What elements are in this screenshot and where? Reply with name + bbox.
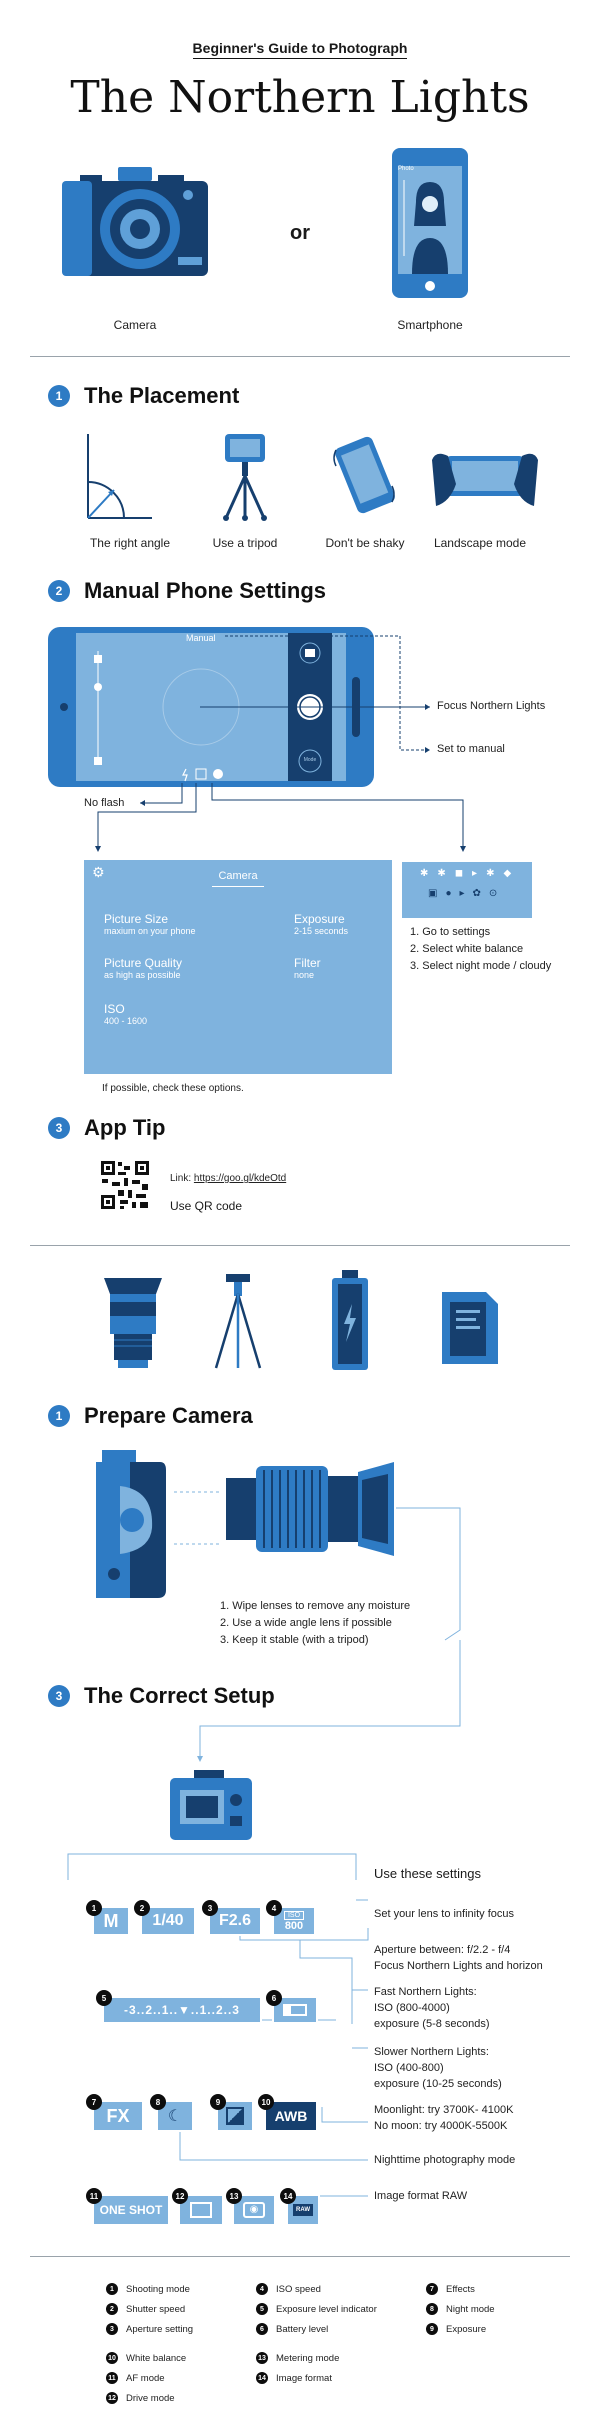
phone-header-label: Photo: [398, 166, 414, 172]
section-number: 2: [48, 580, 70, 602]
legend-label: Shutter speed: [126, 2303, 186, 2315]
smartphone-label: Smartphone: [397, 318, 463, 332]
legend-item: [106, 2323, 193, 2335]
focus-infinity-note: Set your lens to infinity focus: [374, 1908, 515, 1920]
legend-item: [106, 2352, 186, 2364]
legend-item: [256, 2352, 339, 2364]
placement-label-1: The right angle: [89, 536, 171, 550]
badge-6: 6: [266, 1990, 282, 2006]
setting-title: ISO: [104, 1002, 125, 1016]
wb-note-2: No moon: try 4000K-5500K: [374, 2120, 508, 2132]
placement-label-3: Don't be shaky: [325, 536, 405, 550]
guide-subtitle: Beginner's Guide to Photograph: [0, 40, 600, 58]
wb-icons-row-2[interactable]: ▣●▸✿⊙: [428, 888, 506, 899]
badge-4: 4: [266, 1900, 282, 1916]
badge-12: 12: [172, 2188, 188, 2204]
legend-badge: 5: [256, 2303, 268, 2315]
aperture-chip[interactable]: F2.6: [208, 1906, 262, 1936]
mode-button[interactable]: Mode: [303, 757, 317, 763]
use-settings-label: Use these settings: [374, 1866, 481, 1881]
placement-label-4: Landscape mode: [433, 536, 527, 550]
section-number: 1: [48, 1405, 70, 1427]
aperture-note-1: Aperture between: f/2.2 - f/4: [374, 1944, 511, 1956]
focus-note: Focus Northern Lights: [437, 700, 546, 712]
slow-note-1: Slower Northern Lights:: [374, 2046, 489, 2058]
wb-step-3: 3. Select night mode / cloudy: [410, 960, 552, 972]
settings-panel-title: Camera: [218, 870, 258, 882]
legend-item: [106, 2392, 175, 2404]
slow-note-2: ISO (400-800): [374, 2062, 444, 2074]
legend-badge: 1: [106, 2283, 118, 2295]
settings-footnote: If possible, check these options.: [102, 1083, 244, 1094]
slow-note-3: exposure (10-25 seconds): [374, 2078, 502, 2090]
setting-value: 400 - 1600: [104, 1016, 148, 1026]
or-label: or: [290, 222, 310, 244]
section-title: Prepare Camera: [84, 1403, 253, 1428]
metering-icon: ◉: [243, 2202, 265, 2218]
raw-note: Image format RAW: [374, 2190, 468, 2202]
badge-13: 13: [226, 2188, 242, 2204]
legend-badge: 2: [106, 2303, 118, 2315]
badge-10: 10: [258, 2094, 274, 2110]
section-title: The Correct Setup: [84, 1683, 275, 1708]
legend-label: Aperture setting: [126, 2323, 194, 2335]
aperture-note-2: Focus Northern Lights and horizon: [374, 1960, 543, 1972]
badge-9: 9: [210, 2094, 226, 2110]
legend-label: Exposure level indicator: [276, 2303, 377, 2315]
setting-value: as high as possible: [104, 970, 181, 980]
af-mode-chip[interactable]: ONE SHOT: [92, 2194, 170, 2226]
gear-icon: ⚙: [92, 864, 105, 880]
moon-icon: ☾: [167, 2108, 183, 2125]
badge-11: 11: [86, 2188, 102, 2204]
frame-icon: [190, 2202, 212, 2218]
badge-14: 14: [280, 2188, 296, 2204]
legend-label: Night mode: [446, 2303, 495, 2315]
legend-item: [426, 2303, 495, 2315]
legend-label: Drive mode: [126, 2392, 175, 2404]
legend-item: [426, 2323, 486, 2335]
legend-item: [106, 2283, 190, 2295]
legend-badge: 4: [256, 2283, 268, 2295]
fast-note-2: ISO (800-4000): [374, 2002, 450, 2014]
setting-title: Filter: [294, 956, 321, 970]
legend-badge: 13: [256, 2352, 268, 2364]
camera-label: Camera: [113, 318, 157, 332]
section-number: 1: [48, 385, 70, 407]
screen-manual-label: Manual: [186, 633, 216, 643]
section-number: 3: [48, 1685, 70, 1707]
section-title: The Placement: [84, 383, 240, 408]
section-title: App Tip: [84, 1115, 166, 1140]
legend-item: [256, 2283, 321, 2295]
legend-label: Shooting mode: [126, 2283, 190, 2295]
section-number: 3: [48, 1117, 70, 1139]
wb-note-1: Moonlight: try 3700K- 4100K: [374, 2104, 514, 2116]
setting-title: Exposure: [294, 912, 345, 926]
prepare-step-2: 2. Use a wide angle lens if possible: [220, 1617, 392, 1629]
legend-badge: 3: [106, 2323, 118, 2335]
divider: [30, 2256, 570, 2257]
iso-top-label: ISO: [284, 1911, 304, 1920]
set-manual-note: Set to manual: [437, 743, 505, 755]
placement-label-2: Use a tripod: [212, 536, 278, 550]
legend-item: [106, 2372, 165, 2384]
effects-chip[interactable]: FX: [92, 2100, 144, 2132]
badge-8: 8: [150, 2094, 166, 2110]
badge-2: 2: [134, 1900, 150, 1916]
legend-item: [106, 2303, 185, 2315]
setting-value: none: [294, 970, 315, 980]
legend-label: Image format: [276, 2372, 332, 2384]
setting-title: Picture Size: [104, 912, 169, 926]
link-prefix: Link:: [170, 1173, 194, 1184]
setting-title: Picture Quality: [104, 956, 183, 970]
legend-badge: 9: [426, 2323, 438, 2335]
legend-badge: 10: [106, 2352, 118, 2364]
camera-back-icon: [168, 1770, 254, 1842]
wb-step-1: 1. Go to settings: [410, 926, 491, 938]
legend-item: [256, 2303, 377, 2315]
badge-1: 1: [86, 1900, 102, 1916]
exposure-icon: [226, 2107, 244, 2125]
fast-note-3: exposure (5-8 seconds): [374, 2018, 490, 2030]
exposure-indicator-chip[interactable]: -3..2..1..▼..1..2..3: [102, 1996, 262, 2024]
page-title: The Northern Lights: [70, 72, 530, 123]
badge-3: 3: [202, 1900, 218, 1916]
legend-badge: 12: [106, 2392, 118, 2404]
badge-5: 5: [96, 1990, 112, 2006]
legend-item: [426, 2283, 475, 2295]
legend-label: White balance: [126, 2352, 187, 2364]
shooting-mode-chip[interactable]: M: [92, 1906, 130, 1936]
prepare-step-1: 1. Wipe lenses to remove any moisture: [220, 1600, 411, 1612]
legend-badge: 14: [256, 2372, 268, 2384]
iso-value: 800: [284, 1919, 304, 1932]
legend-badge: 6: [256, 2323, 268, 2335]
wb-icons-row-1[interactable]: ✱✱◼▸✱◆: [420, 868, 521, 879]
shutter-speed-chip[interactable]: 1/40: [140, 1906, 196, 1936]
qr-label: Use QR code: [170, 1199, 243, 1213]
legend-badge: 8: [426, 2303, 438, 2315]
fast-note-1: Fast Northern Lights:: [374, 1986, 477, 1998]
prepare-step-3: 3. Keep it stable (with a tripod): [220, 1634, 369, 1646]
legend-badge: 7: [426, 2283, 438, 2295]
legend-badge: 11: [106, 2372, 118, 2384]
legend-item: [256, 2323, 328, 2335]
setting-value: maxium on your phone: [104, 926, 196, 936]
battery-level-icon: [283, 2004, 307, 2016]
legend-label: Battery level: [276, 2323, 329, 2335]
white-balance-chip[interactable]: AWB: [264, 2100, 318, 2132]
wb-step-2: 2. Select white balance: [410, 943, 524, 955]
legend-label: Exposure: [446, 2323, 487, 2335]
raw-label: RAW: [293, 2204, 313, 2216]
legend-label: Metering mode: [276, 2352, 340, 2364]
section-title: Manual Phone Settings: [84, 578, 327, 603]
legend-label: Effects: [446, 2283, 475, 2295]
legend-item: [256, 2372, 332, 2384]
badge-7: 7: [86, 2094, 102, 2110]
no-flash-note: No flash: [84, 797, 125, 809]
night-note: Nighttime photography mode: [374, 2154, 516, 2166]
setting-value: 2-15 seconds: [294, 926, 349, 936]
legend-label: ISO speed: [276, 2283, 321, 2295]
legend-label: AF mode: [126, 2372, 165, 2384]
app-link-url[interactable]: https://goo.gl/kdeOtd: [193, 1173, 287, 1184]
